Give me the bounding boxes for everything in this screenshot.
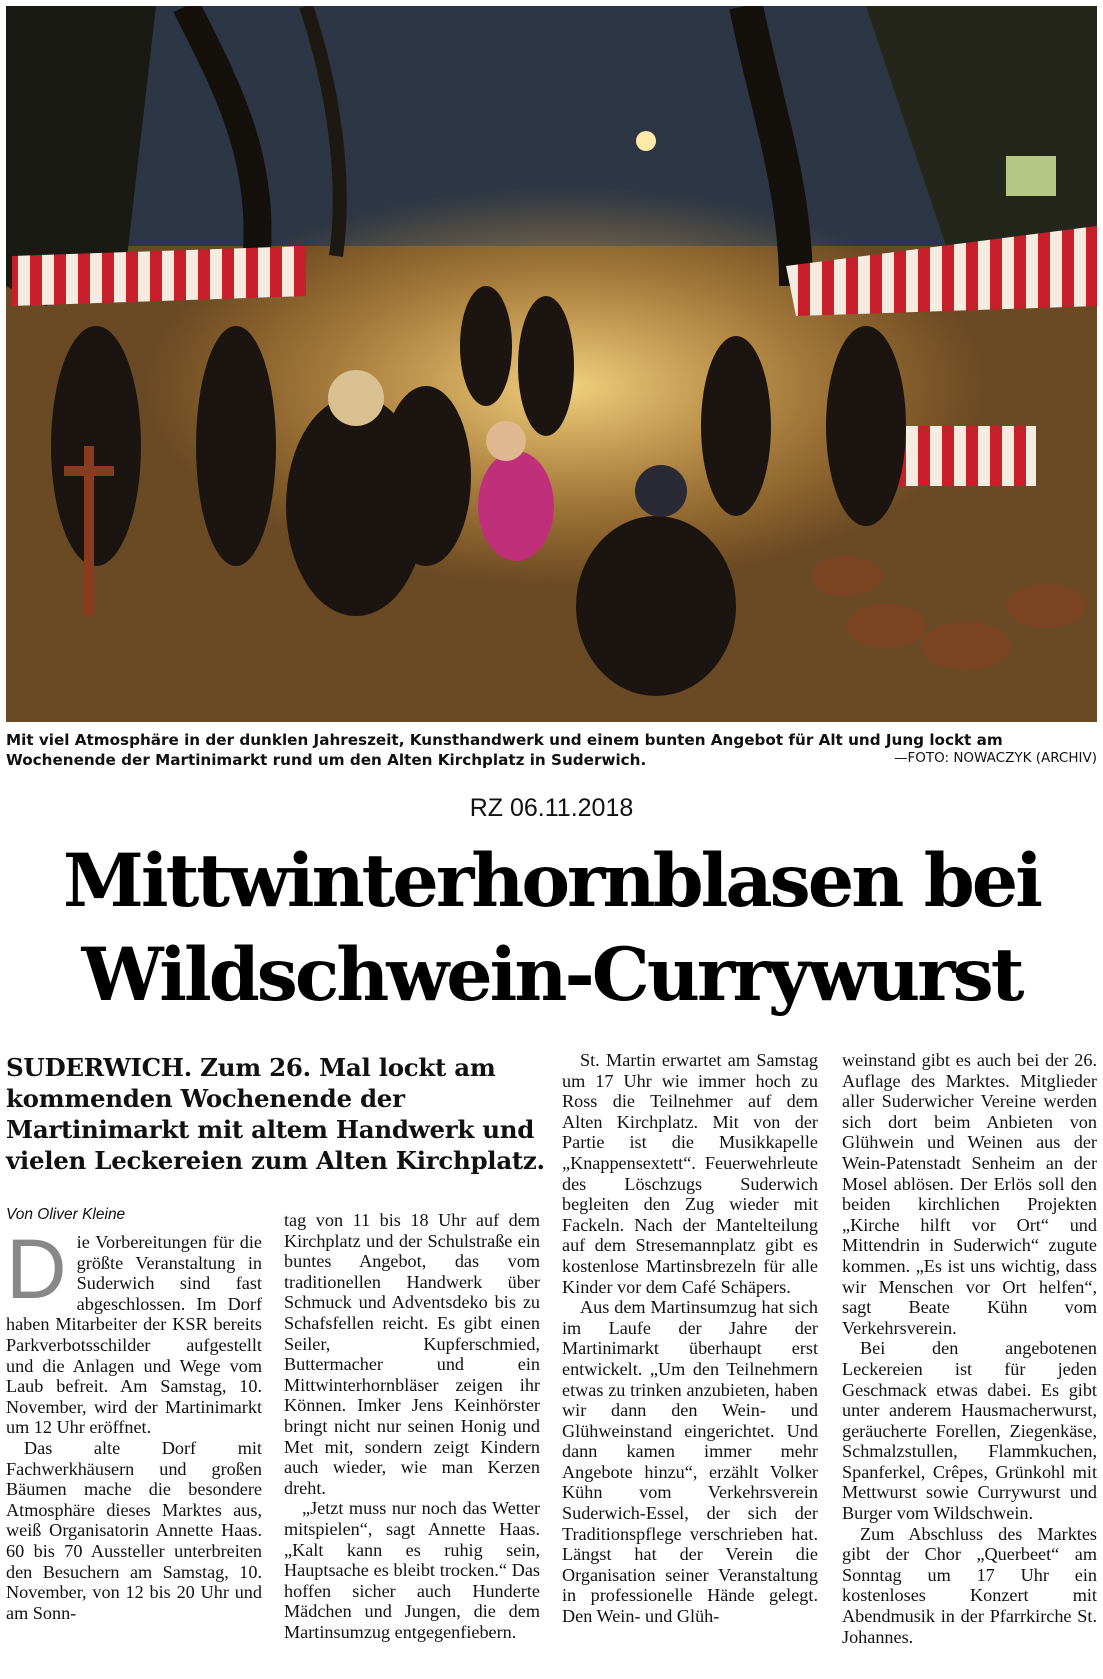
byline: Von Oliver Kleine — [6, 1206, 126, 1223]
headline: Mittwinterhornblasen bei Wildschwein-Currywurst — [63, 838, 1040, 1018]
paragraph: Zum Abschluss des Marktes gibt der Chor „Querbeet“ am Sonntag um 17 Uhr ein kostenloses Konzert mit Abendmusik in der Pfarrkirche St. Johannes. — [842, 1523, 1097, 1647]
teaser: SUDERWICH. Zum 26. Mal lockt am kommenden Wochenende der Martinimarkt mit altem Handwerk und vielen Leckereien zum Alten Kirchplatz. — [6, 1053, 545, 1175]
dropcap: D — [6, 1222, 67, 1316]
paragraph: Das alte Dorf mit Fachwerkhäusern und großen Bäumen mache die besondere Atmosphäre dieses Marktes aus, weiß Organisatorin Annette Haas. 60 bis 70 Aussteller unterbreiten den Besuchern am Samstag, 10. November, von 12 bis 20 Uhr und am Sonn- — [6, 1437, 262, 1623]
market-photo — [6, 6, 1097, 722]
photo-caption: Mit viel Atmosphäre in der dunklen Jahreszeit, Kunsthandwerk und einem bunten Angebot für Alt und Jung lockt am Wochenende der Martinimarkt rund um den Alten Kirchplatz in Suderwich. — [6, 731, 1003, 769]
paragraph: weinstand gibt es auch bei der 26. Auflage des Marktes. Mitglieder aller Suderwicher Vereine werden sich dort beim Anbieten von Glühwein und Weinen aus der Wein-Patenstadt Senheim an der Mosel ablösen. Der Erlös soll den beiden kirchlichen Projekten „Kirche hilft vor Ort“ und Mittendrin in Suderwich“ zugute kommen. „Es ist uns wichtig, dass wir Menschen vor Ort helfen“, sagt Beate Kühn vom Verkehrsverein. — [842, 1050, 1097, 1338]
column-4 — [842, 1050, 1097, 1647]
photo-credit: —FOTO: NOWACZYK (ARCHIV) — [893, 750, 1097, 766]
column-1 — [6, 1222, 262, 1623]
column-3 — [562, 1050, 818, 1627]
paragraph: Bei den angebotenen Leckereien ist für jeden Geschmack etwas dabei. Es gibt unter anderem Hausmacherwurst, geräucherte Forellen, Ziegenkäse, Schmalzstullen, Flammkuchen, Spanferkel, Crêpes, Grünkohl mit Mettwurst sowie Currywurst und Burger vom Wildschwein. — [842, 1338, 1097, 1524]
publication-date: RZ 06.11.2018 — [469, 794, 634, 822]
column-2 — [284, 1210, 540, 1642]
paragraph: Aus dem Martinsumzug hat sich im Laufe der Jahre der Martinimarkt überhaupt erst entwickelt. „Um den Teilnehmern etwas zu trinken anzubieten, haben wir dann den Wein- und Glühweinstand eingerichtet. Und dann kamen immer mehr Angebote hinzu“, erzählt Volker Kühn vom Verkehrsverein Suderwich-Essel, der sich der Traditionspflege verschrieben hat. Längst hat der Verein die Organisation seiner Veranstaltung in professionelle Hände gelegt. Den Wein- und Glüh- — [562, 1297, 818, 1627]
paragraph: „Jetzt muss nur noch das Wetter mitspielen“, sagt Annette Haas. „Kalt kann es ruhig sein, Hauptsache es bleibt trocken.“ Das hoffen sicher auch Hunderte Mädchen und Jungen, die dem Martinsumzug entgegenfiebern. — [284, 1498, 540, 1642]
paragraph: tag von 11 bis 18 Uhr auf dem Kirchplatz und der Schulstraße ein buntes Angebot, das vom traditionellen Handwerk über Schmuck und Adventsdeko bis zu Schafsfellen reicht. Es gibt einen Seiler, Kupferschmied, Buttermacher und ein Mittwinterhornbläser zeigen ihr Können. Imker Jens Keinhörster bringt nicht nur seinen Honig und Met mit, sondern zeigt Kindern auch wieder, wie man Kerzen dreht. — [284, 1210, 540, 1498]
paragraph: St. Martin erwartet am Samstag um 17 Uhr wie immer hoch zu Ross die Teilnehmer auf dem Alten Kirchplatz. Mit von der Partie ist die Musikkapelle „Knappensextett“. Feuerwehrleute des Löschzugs Suderwich begleiten den Zug wieder mit Fackeln. Nach der Mantelteilung auf dem Stresemannplatz gibt es kostenlose Martinsbrezeln für alle Kinder vor dem Café Schäpers. — [562, 1050, 818, 1297]
paragraph: ie Vorbereitungen für die größte Veranstaltung in Suderwich sind fast abgeschlossen. Im Dorf haben Mitarbeiter der KSR bereits Parkverbotsschilder aufgestellt und die Anlagen und Wege vom Laub befreit. Am Samstag, 10. November, wird der Martinimarkt um 12 Uhr eröffnet. — [6, 1232, 262, 1438]
